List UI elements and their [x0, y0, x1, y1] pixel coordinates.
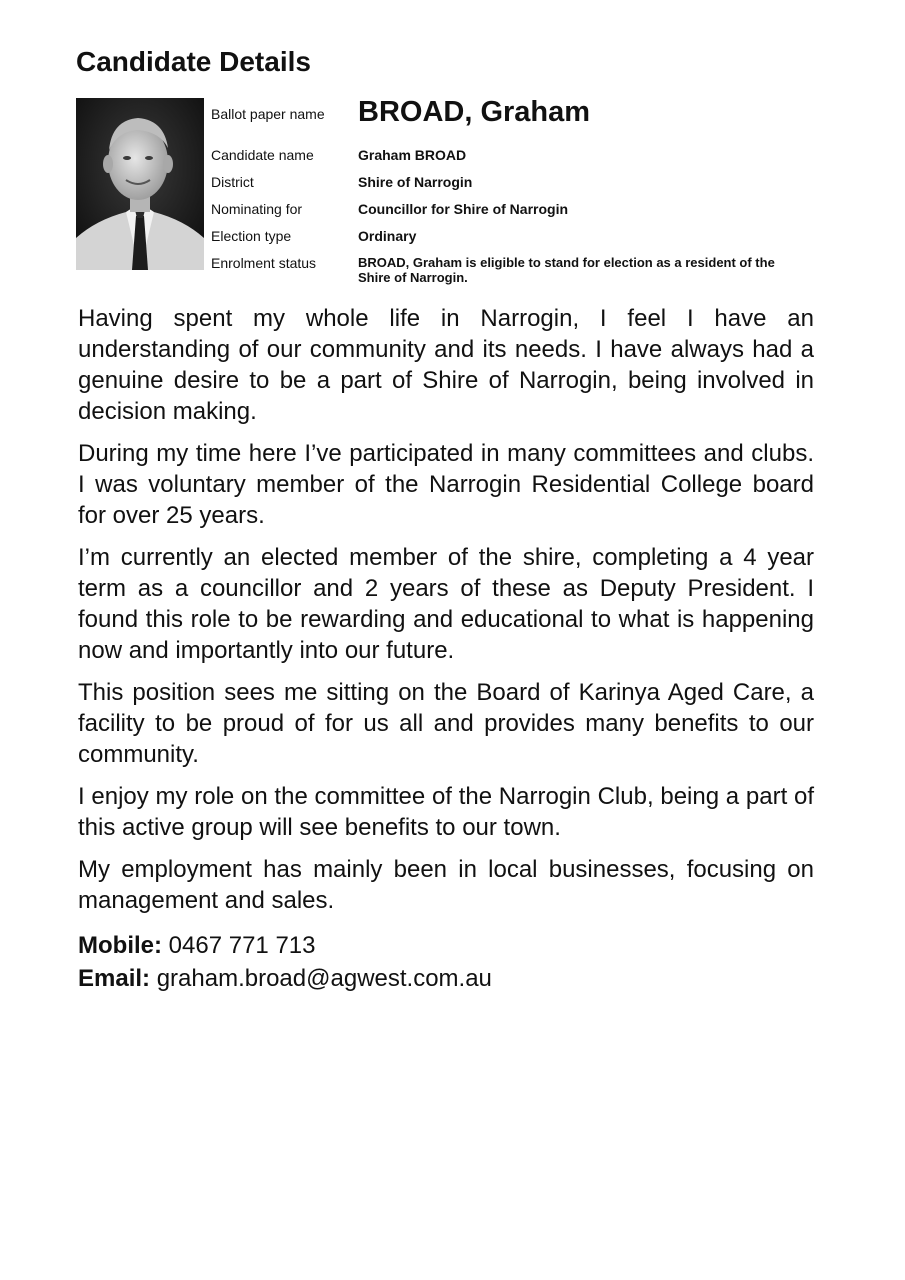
- detail-label: Election type: [211, 228, 292, 244]
- mobile-line: [78, 929, 814, 962]
- email-address: graham.broad@agwest.com.au: [156, 965, 492, 992]
- detail-row-ballot-paper-name: [211, 96, 831, 144]
- detail-label: Candidate name: [211, 147, 314, 163]
- detail-label: Ballot paper name: [211, 106, 325, 122]
- ballot-paper-name: BROAD, Graham: [358, 96, 591, 128]
- candidate-details-table: [211, 96, 831, 285]
- page-title: Candidate Details: [76, 46, 311, 77]
- candidate-statement: [78, 303, 814, 927]
- email-label: Email:: [78, 965, 151, 992]
- enrolment-status-value: BROAD, Graham is eligible to stand for election as a resident of the Shire of Narrogin.: [358, 255, 775, 285]
- statement-paragraph: I enjoy my role on the committee of the Narrogin Club, being a part of this active group will see benefits to our town.: [78, 783, 814, 841]
- detail-row-election-type: [211, 225, 831, 252]
- statement-paragraph: Having spent my whole life in Narrogin, I feel I have an understanding of our community and its needs. I have always had a genuine desire to be a part of Shire of Narrogin, being involved in decision making.: [78, 305, 814, 425]
- mobile-number: 0467 771 713: [168, 932, 316, 959]
- email-line: [78, 962, 814, 995]
- statement-paragraph: I’m currently an elected member of the shire, completing a 4 year term as a councillor and 2 years of these as Deputy President. I found this role to be rewarding and educational to what is happening now and importantly into our future.: [78, 544, 814, 664]
- statement-paragraph: My employment has mainly been in local businesses, focusing on management and sales.: [78, 856, 814, 914]
- detail-label: District: [211, 174, 254, 190]
- candidate-portrait-image: [76, 98, 204, 270]
- candidate-name: Graham BROAD: [358, 147, 467, 163]
- candidate-photo: [76, 98, 204, 270]
- detail-row-nominating-for: [211, 198, 831, 225]
- detail-label: Nominating for: [211, 201, 303, 217]
- detail-row-candidate-name: [211, 144, 831, 171]
- district-value: Shire of Narrogin: [358, 174, 473, 190]
- contact-details: [78, 929, 814, 995]
- nominating-for-value: Councillor for Shire of Narrogin: [358, 201, 569, 217]
- statement-paragraph: This position sees me sitting on the Board of Karinya Aged Care, a facility to be proud of for us all and provides many benefits to our community.: [78, 679, 814, 768]
- statement-paragraph: During my time here I’ve participated in many committees and clubs. I was voluntary member of the Narrogin Residential College board for over 25 years.: [78, 440, 814, 529]
- election-type-value: Ordinary: [358, 228, 417, 244]
- detail-row-district: [211, 171, 831, 198]
- mobile-label: Mobile:: [78, 932, 162, 959]
- detail-label: Enrolment status: [211, 255, 317, 271]
